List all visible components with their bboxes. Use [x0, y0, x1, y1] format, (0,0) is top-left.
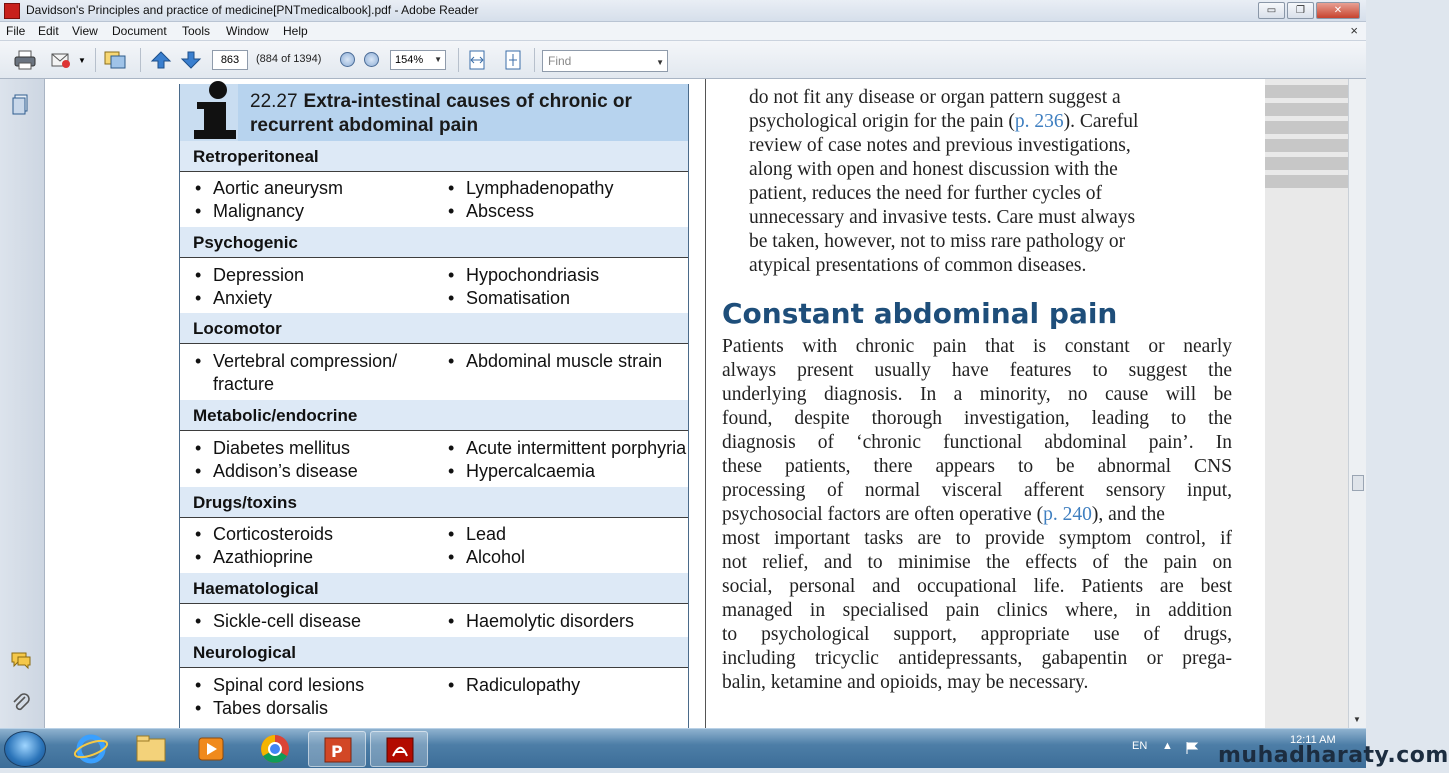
menu-window[interactable]: Window	[226, 24, 269, 38]
collaborate-icon[interactable]	[104, 50, 126, 70]
zoom-select[interactable]	[390, 50, 446, 70]
text-line: atypical presentations of common diseases.	[749, 255, 1087, 276]
zoom-in-icon[interactable]	[364, 52, 379, 67]
toolbar-separator	[534, 48, 535, 72]
scroll-down-icon[interactable]: ▼	[1353, 715, 1361, 724]
section-heading: Locomotor	[180, 313, 688, 344]
list-item: • Somatisation	[466, 287, 570, 310]
section-heading: Retroperitoneal	[180, 141, 688, 172]
section-title: Constant abdominal pain	[722, 297, 1118, 330]
list-item: • Haemolytic disorders	[466, 610, 634, 633]
info-icon	[180, 84, 238, 141]
text-line: processing of normal visceral afferent sensory input,	[722, 480, 1232, 501]
text-line: Patients with chronic pain that is constant or nearly	[722, 336, 1232, 357]
show-hidden-icons[interactable]: ▲	[1162, 740, 1173, 752]
table-title-line1: Extra-intestinal causes of chronic or	[303, 91, 632, 112]
internet-explorer-icon[interactable]	[62, 731, 120, 767]
column-divider	[705, 79, 706, 728]
next-page-icon[interactable]	[180, 50, 202, 70]
email-icon[interactable]	[50, 50, 72, 70]
list-item: • Lymphadenopathy	[466, 177, 613, 200]
clock-time[interactable]: 12:11 AM	[1290, 734, 1336, 746]
list-item: • Radiculopathy	[466, 674, 580, 697]
menu-bar	[0, 22, 1366, 41]
table-header	[180, 84, 688, 141]
fit-width-icon[interactable]	[466, 50, 488, 70]
gutter-band	[1265, 85, 1348, 98]
comments-panel-icon[interactable]	[10, 649, 32, 671]
text-line	[722, 503, 1232, 527]
navigation-panel	[0, 79, 45, 728]
text-fragment: psychological origin for the pain (	[749, 111, 1015, 132]
gutter-band	[1265, 103, 1348, 116]
table-title-line2: recurrent abdominal pain	[250, 115, 479, 136]
attachments-panel-icon[interactable]	[10, 692, 32, 714]
adobe-reader-icon	[4, 3, 20, 19]
text-line: including tricyclic antidepressants, gabapentin or prega-	[722, 648, 1232, 669]
section-heading: Metabolic/endocrine	[180, 400, 688, 431]
chrome-icon[interactable]	[246, 731, 304, 767]
text-line: patient, reduces the need for further cycles of	[749, 183, 1102, 204]
section-heading: Psychogenic	[180, 227, 688, 258]
section-heading: Drugs/toxins	[180, 487, 688, 518]
list-item: • Diabetes mellitus	[213, 437, 350, 460]
language-indicator[interactable]: EN	[1132, 740, 1148, 752]
menu-view[interactable]: View	[72, 24, 98, 38]
gutter-band	[1265, 121, 1348, 134]
pages-panel-icon[interactable]	[10, 93, 32, 115]
text-fragment: ). Careful	[1063, 111, 1139, 132]
table-number: 22.27	[250, 91, 298, 112]
title-bar	[0, 0, 1366, 22]
list-item: • Vertebral compression/	[213, 350, 397, 373]
list-item: • Alcohol	[466, 546, 525, 569]
text-line: be taken, however, not to miss rare pathology or	[749, 231, 1126, 252]
previous-page-icon[interactable]	[150, 50, 172, 70]
section-heading: Haematological	[180, 573, 688, 604]
zoom-value: 154%	[395, 54, 424, 66]
gutter-band	[1265, 139, 1348, 152]
toolbar-separator	[458, 48, 459, 72]
text-line	[749, 110, 1219, 134]
powerpoint-icon[interactable]	[308, 731, 366, 767]
text-fragment: ), and the	[1091, 504, 1165, 525]
list-item: • Sickle-cell disease	[213, 610, 361, 633]
text-line: do not fit any disease or organ pattern suggest a	[749, 87, 1121, 108]
media-player-icon[interactable]	[182, 731, 240, 767]
page-link[interactable]: p. 236	[1014, 111, 1064, 132]
list-item: • Acute intermittent porphyria	[466, 437, 686, 460]
list-item: • Spinal cord lesions	[213, 674, 364, 697]
intro-text	[749, 86, 1219, 278]
text-line: along with open and honest discussion with the	[749, 159, 1118, 180]
close-button[interactable]: ✕	[1316, 2, 1360, 19]
menu-tools[interactable]: Tools	[182, 24, 211, 38]
scrollbar-thumb[interactable]	[1352, 475, 1364, 491]
menu-file[interactable]: File	[6, 24, 26, 38]
toolbar-separator	[95, 48, 96, 72]
text-line: diagnosis of ‘chronic functional abdominal pain’. In	[722, 432, 1232, 453]
action-center-flag-icon[interactable]	[1184, 741, 1200, 755]
zoom-out-icon[interactable]	[340, 52, 355, 67]
toolbar	[0, 41, 1366, 79]
list-item: • Azathioprine	[213, 546, 313, 569]
list-item: • Addison’s disease	[213, 460, 358, 483]
find-dropdown-icon[interactable]: ▼	[656, 58, 664, 67]
text-line: most important tasks are to provide symptom control, if	[722, 528, 1232, 549]
text-line: balin, ketamine and opioids, may be necessary.	[722, 672, 1089, 693]
zoom-dropdown-icon[interactable]: ▼	[434, 55, 442, 64]
text-line: review of case notes and previous investigations,	[749, 135, 1131, 156]
menu-edit[interactable]: Edit	[38, 24, 59, 38]
watermark-text: muhadharaty.com	[1218, 743, 1449, 768]
text-line: not relief, and to minimise the effects of the pain on	[722, 552, 1232, 573]
list-item: • Abscess	[466, 200, 534, 223]
menu-document[interactable]: Document	[112, 24, 167, 38]
list-item: • Anxiety	[213, 287, 272, 310]
list-item: • Hypochondriasis	[466, 264, 599, 287]
print-icon[interactable]	[14, 50, 36, 70]
svg-text:P: P	[331, 742, 343, 761]
text-line: found, despite thorough investigation, leading to the	[722, 408, 1232, 429]
list-item: • Corticosteroids	[213, 523, 333, 546]
vertical-scrollbar[interactable]	[1348, 79, 1366, 728]
file-explorer-icon[interactable]	[122, 731, 180, 767]
list-item: • Malignancy	[213, 200, 304, 223]
gutter-band	[1265, 157, 1348, 170]
list-item: • Depression	[213, 264, 304, 287]
taskbar	[0, 728, 1366, 768]
document-close-icon[interactable]: ×	[1350, 23, 1358, 38]
text-line: managed in specialised pain clinics where, in addition	[722, 600, 1232, 621]
list-item: • Lead	[466, 523, 506, 546]
email-dropdown-icon[interactable]: ▼	[78, 56, 86, 65]
start-button[interactable]	[4, 731, 46, 767]
adobe-reader-taskbar-icon[interactable]	[370, 731, 428, 767]
list-item-continuation: fracture	[213, 374, 275, 394]
page-link[interactable]: p. 240	[1043, 504, 1092, 525]
text-line: underlying diagnosis. In a minority, no cause will be	[722, 384, 1232, 405]
list-item: • Aortic aneurysm	[213, 177, 343, 200]
toolbar-separator	[140, 48, 141, 72]
list-item: • Abdominal muscle strain	[466, 350, 662, 373]
fit-page-icon[interactable]	[502, 50, 524, 70]
menu-help[interactable]: Help	[283, 24, 308, 38]
window-title: Davidson's Principles and practice of medicine[PNTmedicalbook].pdf - Adobe Reader	[26, 3, 479, 17]
minimize-button[interactable]: ▭	[1258, 2, 1285, 19]
find-input[interactable]	[542, 50, 668, 72]
list-item: • Hypercalcaemia	[466, 460, 595, 483]
find-placeholder: Find	[548, 54, 572, 68]
causes-table	[179, 84, 689, 734]
body-paragraph	[722, 335, 1232, 695]
page-gutter	[1265, 79, 1348, 728]
text-fragment: psychosocial factors are often operative (	[722, 504, 1044, 525]
gutter-band	[1265, 175, 1348, 188]
text-line: to psychological support, appropriate use of drugs,	[722, 624, 1232, 645]
table-title	[250, 90, 632, 138]
page-count-label: (884 of 1394)	[256, 53, 322, 65]
section-heading: Neurological	[180, 637, 688, 668]
page-number-input[interactable]: 863	[212, 50, 248, 70]
list-item: • Tabes dorsalis	[213, 697, 328, 720]
text-line: social, personal and occupational life. Patients are best	[722, 576, 1232, 597]
text-line: these patients, there appears to be abnormal CNS	[722, 456, 1232, 477]
window-controls	[1256, 2, 1360, 20]
restore-button[interactable]: ❐	[1287, 2, 1314, 19]
text-line: unnecessary and invasive tests. Care must always	[749, 207, 1136, 228]
text-line: always present usually have features to suggest the	[722, 360, 1232, 381]
